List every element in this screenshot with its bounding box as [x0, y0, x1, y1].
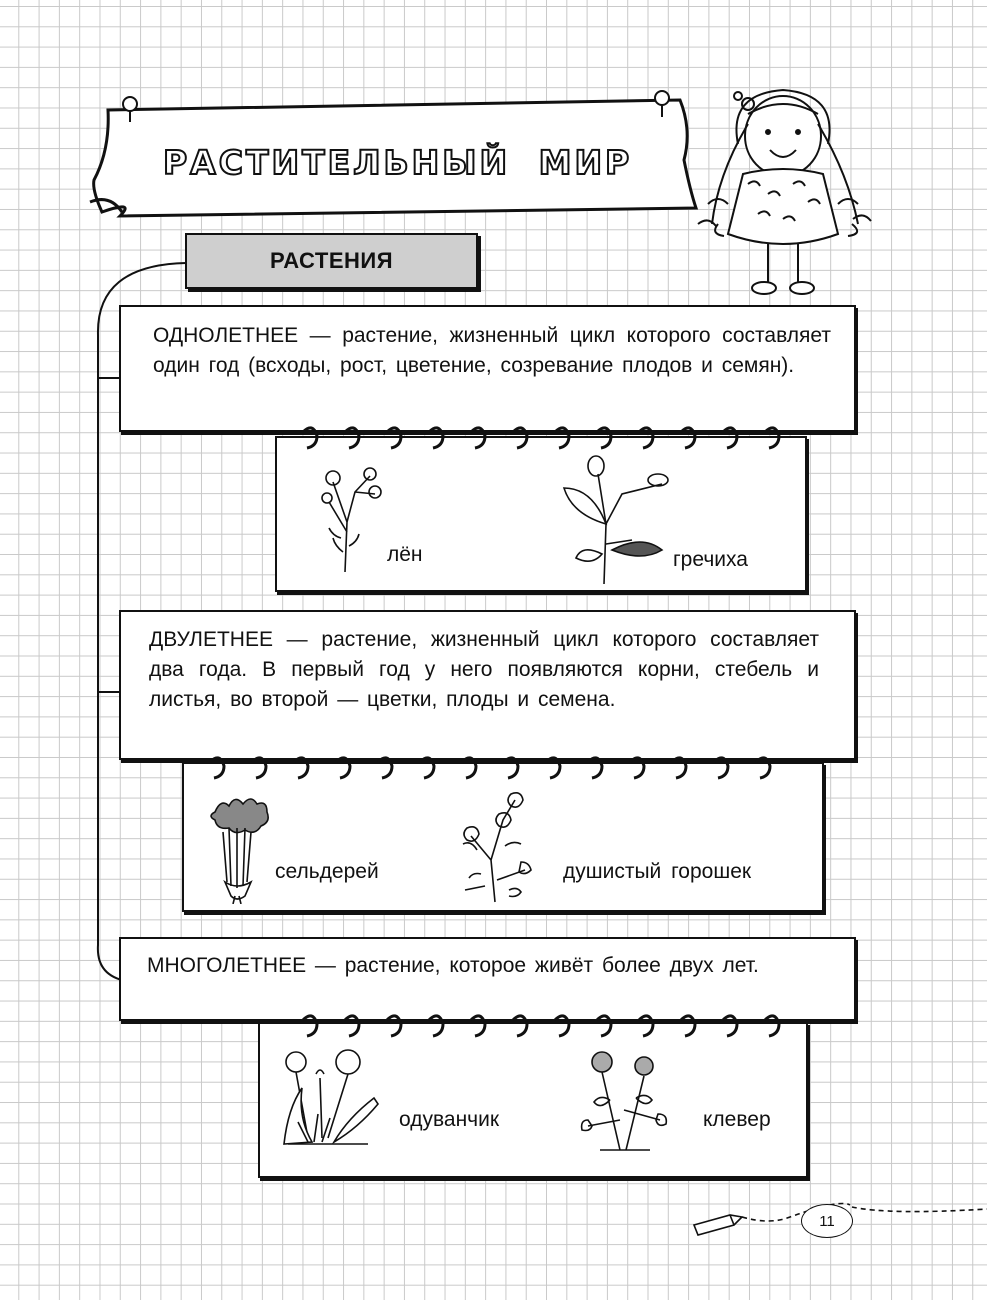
plant-label-dandelion: одуванчик [399, 1108, 500, 1131]
spiral-binding-icon [297, 1010, 797, 1040]
celery-icon [205, 792, 273, 904]
buckwheat-icon [562, 454, 672, 586]
clover-icon [580, 1050, 672, 1154]
girl-illustration-icon [688, 84, 878, 299]
plant-label-sweet-pea: душистый горошек [563, 860, 752, 883]
sweet-pea-icon [455, 790, 535, 904]
section-heading: РАСТЕНИЯ [185, 233, 478, 289]
plant-label-clover: клевер [703, 1108, 771, 1131]
spiral-binding-icon [204, 752, 804, 782]
plant-label-buckwheat: гречиха [673, 548, 748, 571]
dandelion-icon [278, 1048, 382, 1146]
definition-annual: ОДНОЛЕТНЕЕ — растение, жизненный цикл которого составляет один год (всходы, рост, цветение, созревание плодов и семян). [153, 324, 831, 377]
plant-label-celery: сельдерей [275, 860, 379, 883]
page-title: РАСТИТЕЛЬНЫЙ МИР [163, 143, 633, 182]
definition-biennial: ДВУЛЕТНЕЕ — растение, жизненный цикл которого составляет два года. В первый год у него появляются корни, стебель и листья, во второй — цветки, плоды и семена. [149, 628, 819, 711]
spiral-binding-icon [297, 422, 797, 452]
plant-label-flax: лён [387, 543, 423, 566]
page-number: 11 [801, 1204, 853, 1238]
definition-perennial: МНОГОЛЕТНЕЕ — растение, которое живёт более двух лет. [147, 954, 759, 977]
flax-icon [315, 462, 387, 574]
